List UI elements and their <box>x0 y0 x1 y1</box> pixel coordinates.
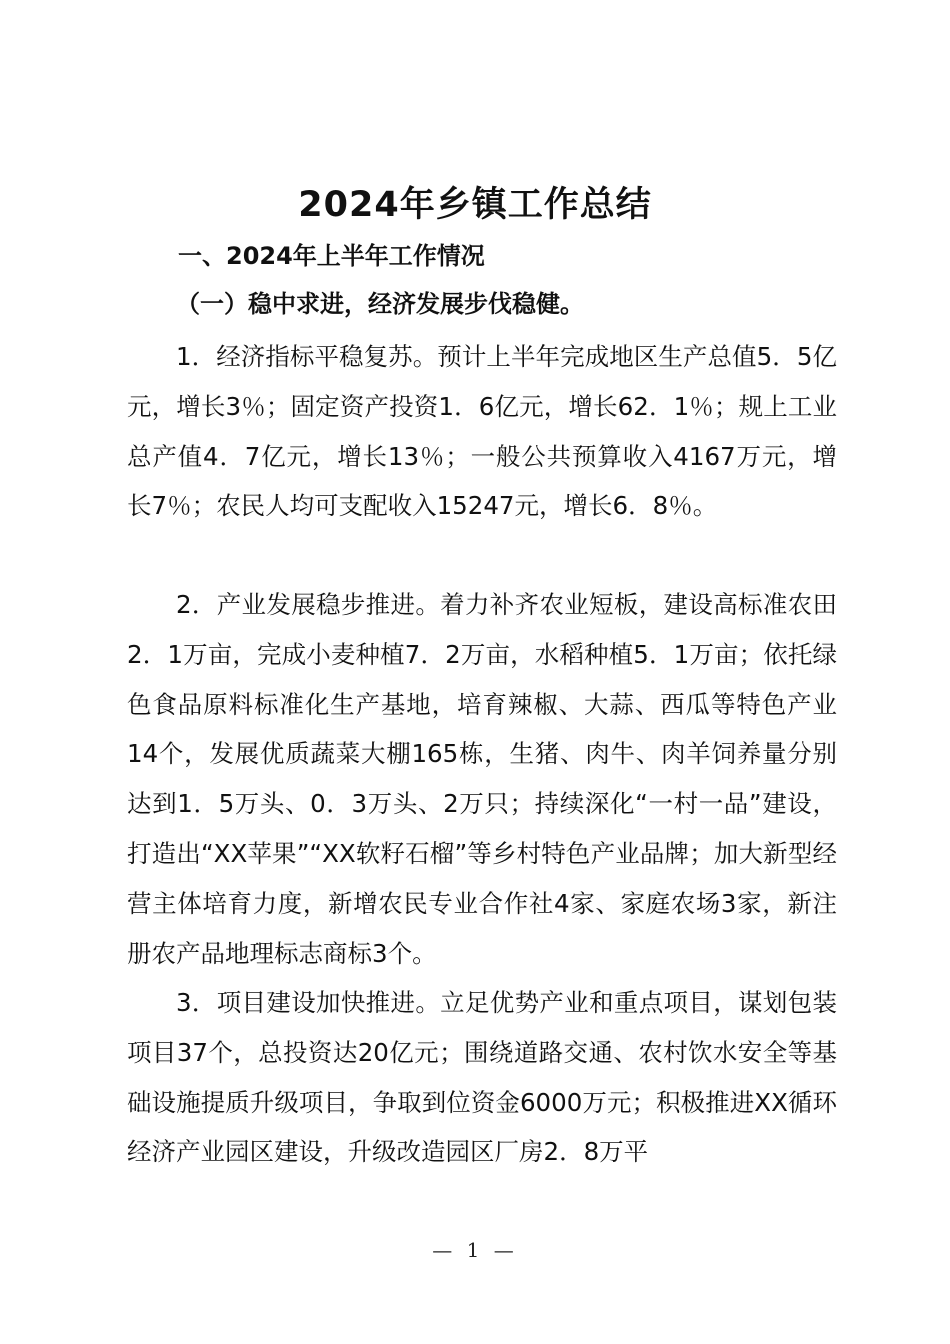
page-number: — 1 — <box>432 1238 518 1262</box>
paragraph-project-construction: 3．项目建设加快推进。立足优势产业和重点项目，谋划包装项目37个，总投资达20亿元；围绕道路交通、农村饮水安全等基础设施提质升级项目，争取到位资金6000万元；积极推进XX循环经济产业园区建设，升级改造园区厂房2．8万平 <box>127 988 837 1167</box>
subsection-heading: （一）稳中求进，经济发展步伐稳健。 <box>176 290 584 318</box>
paragraph-economic-indicators: 1．经济指标平稳复苏。预计上半年完成地区生产总值5．5亿元，增长3％；固定资产投资1．6亿元，增长62．1％；规上工业总产值4．7亿元，增长13％；一般公共预算收入4167万元，增长7％；农民人均可支配收入15247元，增长6．8％。 <box>127 342 837 521</box>
document-title: 2024年乡镇工作总结 <box>298 185 652 225</box>
section-heading: 一、2024年上半年工作情况 <box>178 242 485 270</box>
paragraph-industry-development: 2．产业发展稳步推进。着力补齐农业短板，建设高标准农田2．1万亩，完成小麦种植7．2万亩，水稻种植5．1万亩；依托绿色食品原料标准化生产基地，培育辣椒、大蒜、西瓜等特色产业14个，发展优质蔬菜大棚165栋，生猪、肉牛、肉羊饲养量分别达到1．5万头、0．3万头、2万只；持续深化“一村一品”建设，打造出“XX苹果”“XX软籽石榴”等乡村特色产业品牌；加大新型经营主体培育力度，新增农民专业合作社4家、家庭农场3家，新注册农产品地理标志商标3个。 <box>127 590 837 968</box>
